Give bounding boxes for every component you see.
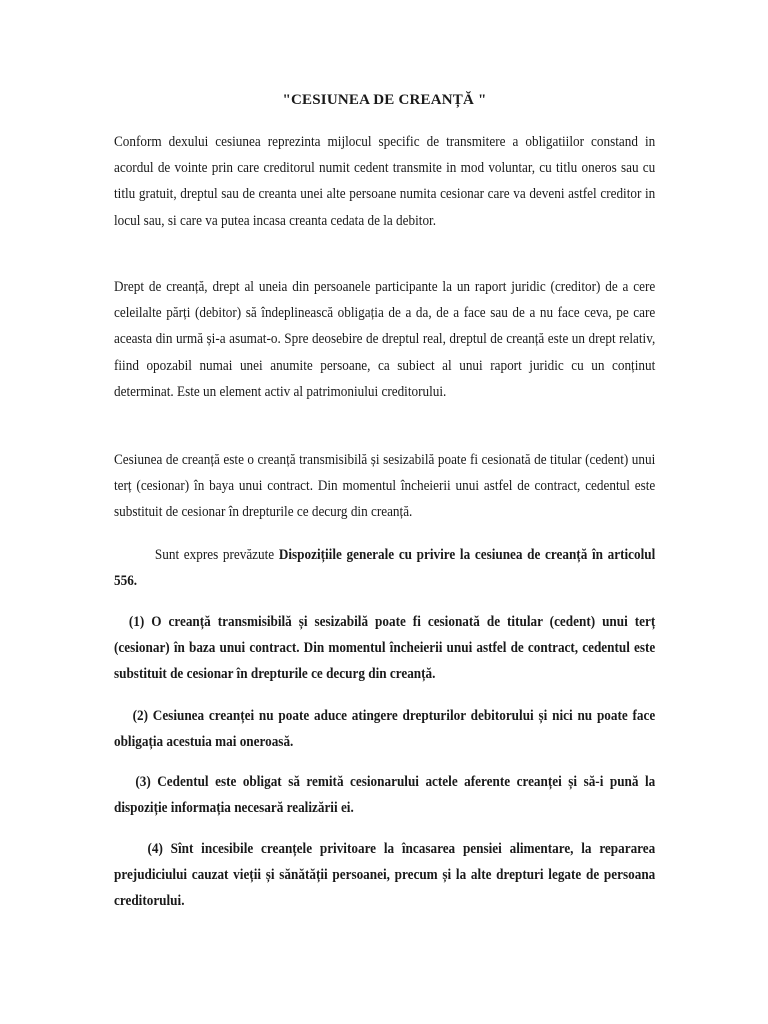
article-clause-2: (2) Cesiunea creanței nu poate aduce atingere drepturilor debitorului și nici nu poate face obligația acestuia mai oneroasă. [114,708,656,751]
paragraph-definition-dex: Conform dexului cesiunea reprezinta mijlocul specific de transmitere a obligatiilor constand in acordul de vointe prin care creditorul numit cedent transmite in mod voluntar, cu titlu oneros sau cu titlu gratuit, dreptul sau de creanta unei alte persoane numita cesionar care va deveni astfel creditor in locul sau, si care va putea incasa creanta cedata de la debitor. [114,134,656,229]
paragraph-drept-de-creanta: Drept de creanță, drept al uneia din persoanele participante la un raport juridic (creditor) de a cere celeilalte părți (debitor) să îndeplinească obligația de a da, de a face sau de a nu face ceva, pe care aceasta din urmă și-a asumat-o. Spre deosebire de dreptul real, dreptul de creanță este un drept relativ, fiind opozabil numai unei anumite persoane, ca subiect al unui raport juridic cu un conținut determinat. Este un element activ al patrimoniului creditorului. [114,279,656,400]
document-title: "CESIUNEA DE CREANȚĂ " [282,92,487,108]
paragraph-article-intro [114,542,655,594]
paragraph-cesiunea-de-creanta: Cesiunea de creanță este o creanță transmisibilă și sesizabilă poate fi cesionată de titular (cedent) unui terț (cesionar) în baya unui contract. Din momentul încheierii unui astfel de contract, cedentul este substituit de cesionar în drepturile ce decurg din creanță. [114,452,656,521]
article-clause-3: (3) Cedentul este obligat să remită cesionarului actele aferente creanței și să-i pună la dispoziție informația necesară realizării ei. [114,774,656,817]
article-clause-1: (1) O creanță transmisibilă și sesizabilă poate fi cesionată de titular (cedent) unui terț (cesionar) în baza unui contract. Din momentul încheierii unui astfel de contract, cedentul este substituit de cesionar în drepturile ce decurg din creanță. [114,614,656,683]
article-intro-bold: Dispozițiile generale cu privire la cesiunea de creanță în articolul 556. [114,547,656,590]
article-intro-lead: Sunt expres prevăzute [154,547,279,563]
article-clause-4: (4) Sînt incesibile creanțele privitoare la încasarea pensiei alimentare, la repararea prejudiciului cauzat vieții și sănătății persoanei, precum și la alte drepturi legate de persoana creditorului. [114,841,656,910]
